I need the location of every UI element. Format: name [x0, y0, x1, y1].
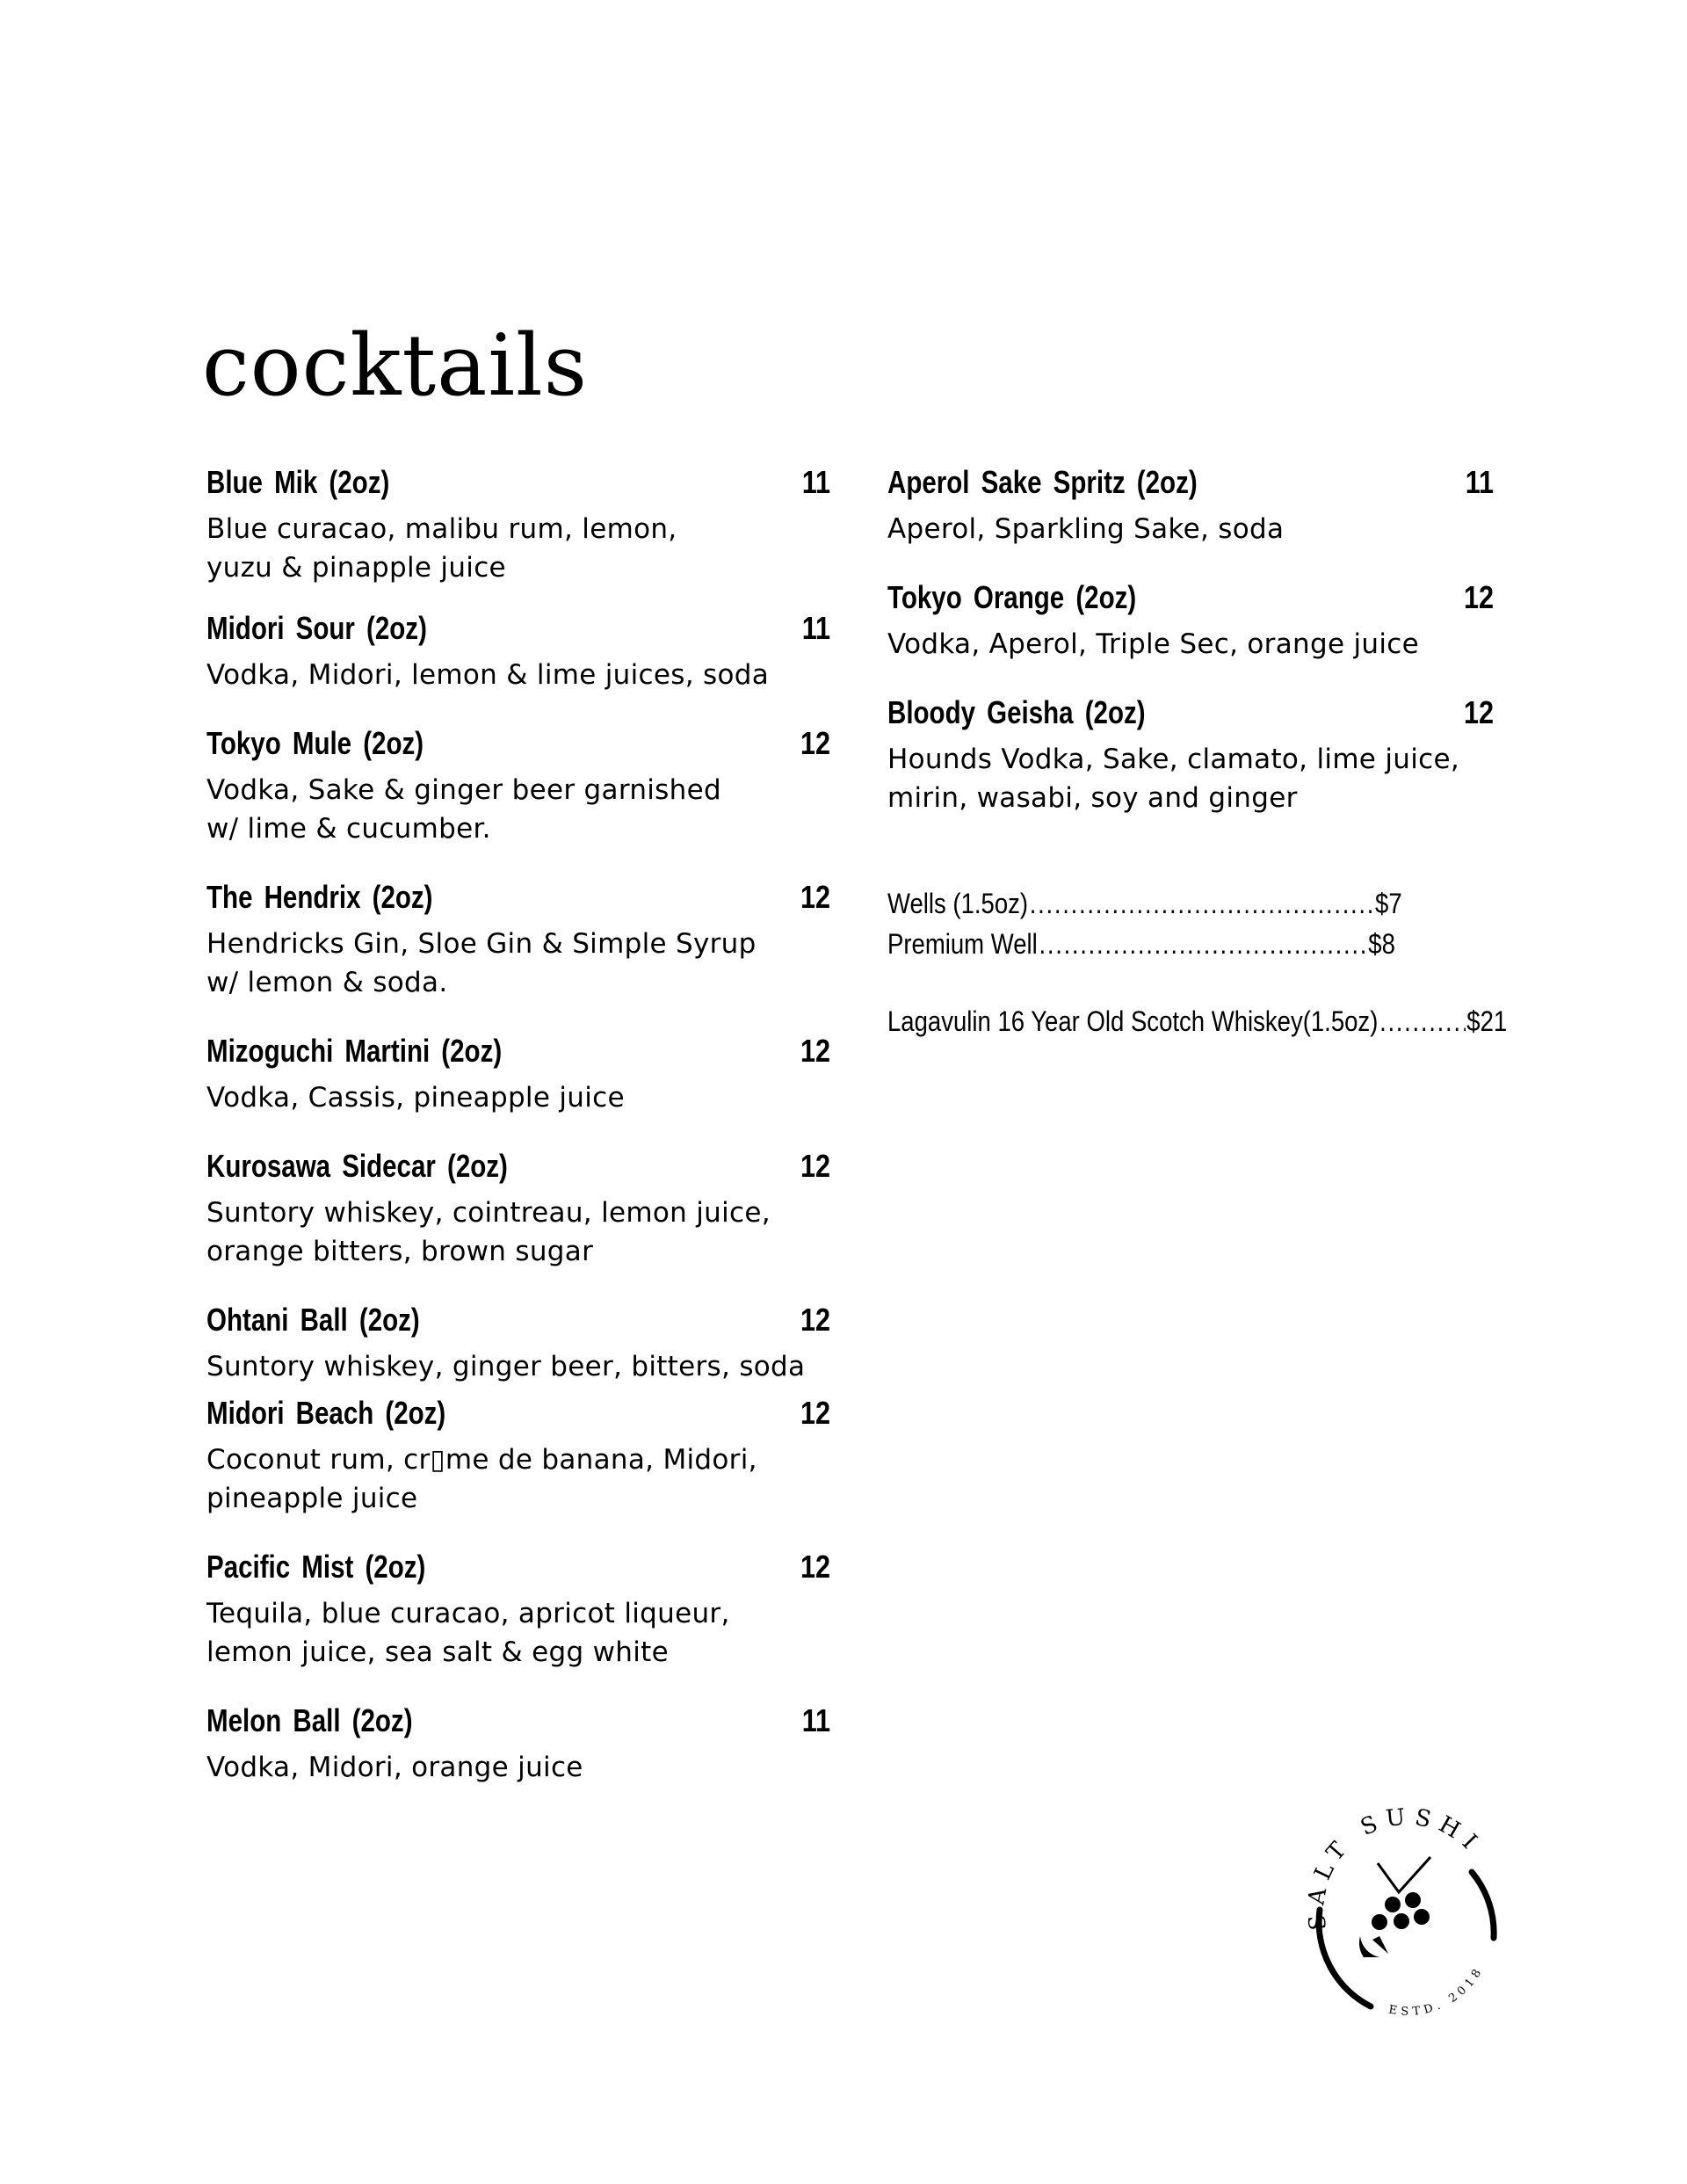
item-price: 12	[800, 879, 830, 915]
item-description: Vodka, Midori, lemon & lime juices, soda	[206, 659, 769, 691]
item-name: Ohtani Ball (2oz)	[206, 1302, 420, 1338]
salt-sushi-logo	[1292, 1797, 1529, 2035]
spirit-price: $21	[1466, 1005, 1508, 1037]
item-price: 12	[1463, 694, 1494, 730]
item-price: 11	[801, 464, 830, 500]
leader-dots	[1030, 888, 1374, 920]
spirit-price: $8	[1368, 928, 1395, 960]
item-name: Aperol Sake Spritz (2oz)	[887, 464, 1198, 500]
spirit-row	[887, 1005, 1507, 1046]
svg-text:ESTD. 2018	[1387, 1963, 1486, 2019]
item-name: Midori Sour (2oz)	[206, 610, 427, 646]
item-price: 12	[800, 1033, 830, 1069]
item-description: Coconut rum, cr▯me de banana, Midori, pineapple juice	[206, 1444, 757, 1514]
item-price: 11	[1465, 464, 1494, 500]
spirits-list	[887, 888, 1533, 1046]
item-name: Tokyo Orange (2oz)	[887, 579, 1137, 615]
item-name: Kurosawa Sidecar (2oz)	[206, 1148, 508, 1184]
menu-item	[206, 610, 830, 725]
item-description: Vodka, Midori, orange juice	[206, 1752, 583, 1783]
item-description: Aperol, Sparkling Sake, soda	[887, 513, 1285, 545]
logo-dot-icon	[1405, 1892, 1421, 1908]
logo-estd-text: ESTD. 2018	[1387, 1963, 1487, 2019]
item-description: Hounds Vodka, Sake, clamato, lime juice, mirin, wasabi, soy and ginger	[887, 744, 1459, 814]
spirit-price: $7	[1375, 888, 1402, 919]
spirit-label: Wells (1.5oz)	[887, 888, 1029, 919]
logo-dot-icon	[1414, 1909, 1430, 1925]
item-description: Vodka, Cassis, pineapple juice	[206, 1082, 625, 1114]
menu-item	[206, 1302, 830, 1395]
menu-item	[206, 464, 830, 610]
menu-column-right	[887, 464, 1511, 848]
logo-dot-icon	[1385, 1897, 1401, 1912]
item-description: Tequila, blue curacao, apricot liqueur, lemon juice, sea salt & egg white	[206, 1598, 730, 1668]
item-price: 12	[800, 1302, 830, 1338]
logo-dot-icon	[1372, 1914, 1387, 1930]
page-title: cocktails	[202, 316, 588, 415]
leader-dots	[1379, 1005, 1465, 1038]
menu-item	[206, 879, 830, 1033]
item-price: 11	[801, 1702, 830, 1738]
item-description: Hendricks Gin, Sloe Gin & Simple Syrup w/ lemon & soda.	[206, 928, 757, 998]
item-name: Bloody Geisha (2oz)	[887, 694, 1146, 730]
menu-item	[206, 1395, 830, 1549]
menu-item	[887, 464, 1511, 579]
item-price: 12	[1463, 579, 1494, 615]
menu-item	[206, 1148, 830, 1302]
item-name: Blue Mik (2oz)	[206, 464, 390, 500]
logo-leaf-icon	[1372, 1936, 1388, 1954]
item-name: Midori Beach (2oz)	[206, 1395, 446, 1431]
spirit-row	[887, 928, 1395, 969]
item-description: Blue curacao, malibu rum, lemon, yuzu & pinapple juice	[206, 513, 677, 584]
item-name: Tokyo Mule (2oz)	[206, 725, 424, 761]
menu-item	[206, 725, 830, 879]
item-price: 12	[800, 1549, 830, 1585]
menu-item	[206, 1702, 830, 1799]
item-price: 12	[800, 1395, 830, 1431]
item-price: 11	[801, 610, 830, 646]
leader-dots	[1039, 928, 1366, 961]
item-name: Melon Ball (2oz)	[206, 1702, 413, 1738]
spirit-label: Premium Well	[887, 928, 1038, 960]
spirit-label: Lagavulin 16 Year Old Scotch Whiskey(1.5oz)	[887, 1005, 1379, 1037]
item-name: Mizoguchi Martini (2oz)	[206, 1033, 503, 1069]
menu-item	[887, 579, 1511, 694]
logo-arc-right	[1472, 1872, 1494, 1938]
svg-text:SALT SUSHI	[1303, 1803, 1488, 1932]
item-name: Pacific Mist (2oz)	[206, 1549, 426, 1585]
item-description: Vodka, Aperol, Triple Sec, orange juice	[887, 628, 1419, 660]
menu-column-left	[206, 464, 830, 1799]
item-name: The Hendrix (2oz)	[206, 879, 433, 915]
item-price: 12	[800, 1148, 830, 1184]
menu-item	[206, 1033, 830, 1148]
item-description: Vodka, Sake & ginger beer garnished w/ lime & cucumber.	[206, 774, 721, 845]
logo-dot-icon	[1394, 1913, 1409, 1929]
item-price: 12	[800, 725, 830, 761]
menu-item	[887, 694, 1511, 848]
logo-name-text: SALT SUSHI	[1303, 1803, 1488, 1932]
spirit-row	[887, 888, 1402, 928]
item-description: Suntory whiskey, ginger beer, bitters, soda	[206, 1351, 806, 1382]
menu-item	[206, 1549, 830, 1702]
item-description: Suntory whiskey, cointreau, lemon juice, orange bitters, brown sugar	[206, 1197, 771, 1267]
logo-pick-icon	[1378, 1857, 1430, 1892]
